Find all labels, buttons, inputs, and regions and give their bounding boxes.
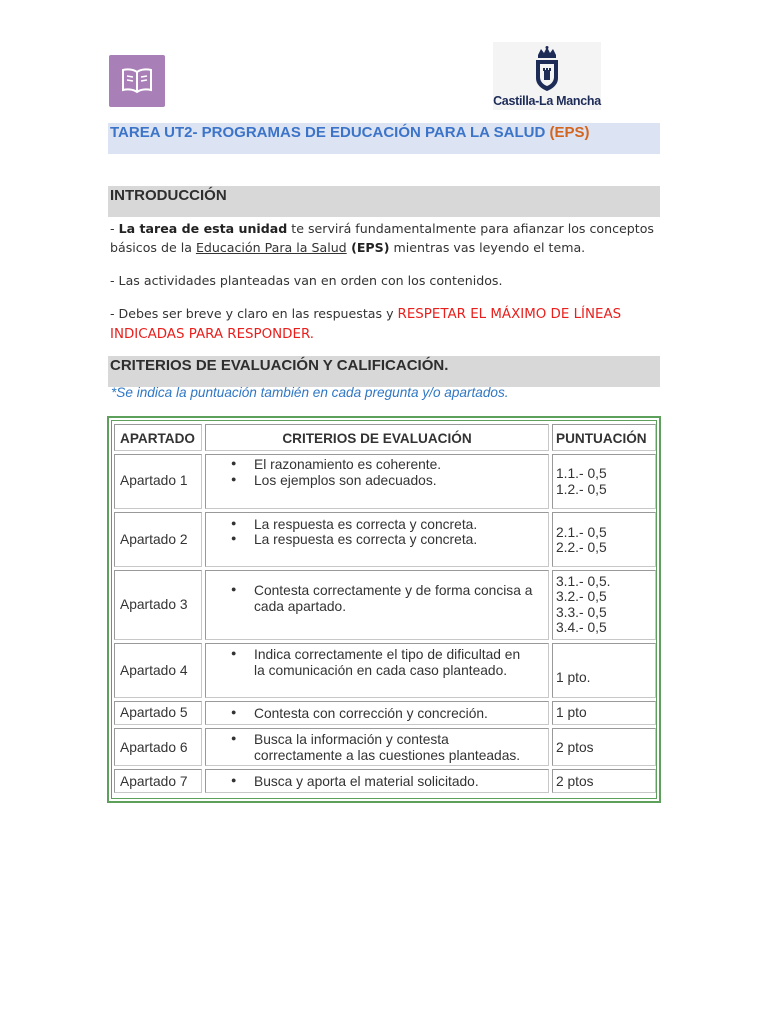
table-row-2-criterio-2: La respuesta es correcta y concreta. bbox=[254, 532, 478, 547]
book-logo bbox=[109, 55, 165, 107]
table-row-3-puntuacion-cell bbox=[552, 570, 656, 640]
table-row-5-apartado: Apartado 5 bbox=[120, 705, 188, 720]
table-row-1-criterio-2: Los ejemplos son adecuados. bbox=[254, 473, 437, 488]
intro-paragraph-1: - La tarea de esta unidad te servirá fundamentalmente para afianzar los conceptos básicos de la Educación Para la Salud (EPS) mientras vas leyendo el tema. bbox=[110, 221, 654, 255]
eps-link-text: Educación Para la Salud bbox=[195, 240, 347, 255]
table-row-4-criterio-2: la comunicación en cada caso planteado. bbox=[254, 663, 508, 678]
table-row-3-puntuacion-3: 3.3.- 0,5 bbox=[556, 605, 607, 620]
document-title: TAREA UT2- PROGRAMAS DE EDUCACIÓN PARA LA SALUD (EPS) bbox=[110, 124, 590, 141]
table-row-1-criterios-cell bbox=[205, 454, 549, 509]
criteria-heading-bar bbox=[108, 356, 660, 387]
table-row-6-puntuacion-cell bbox=[552, 728, 656, 766]
table-row-3-puntuacion-1: 3.1.- 0,5. bbox=[556, 574, 611, 589]
table-row-6-criterio-2: correctamente a las cuestiones planteadas. bbox=[254, 748, 521, 763]
title-eps: (EPS) bbox=[549, 124, 590, 141]
table-row-3-puntuacion-4: 3.4.- 0,5 bbox=[556, 620, 607, 635]
table-row-4-criterios-cell bbox=[205, 643, 549, 698]
table-row-4-apartado: Apartado 4 bbox=[120, 663, 188, 678]
document-title-bar bbox=[108, 123, 660, 154]
criteria-note: *Se indica la puntuación también en cada pregunta y/o apartados. bbox=[111, 385, 509, 400]
table-row-7-apartado-cell bbox=[114, 769, 202, 793]
bullet-icon: ● bbox=[231, 775, 237, 785]
intro-heading: INTRODUCCIÓN bbox=[110, 187, 227, 204]
table-row-1-criterio-1: El razonamiento es coherente. bbox=[254, 457, 442, 472]
table-row-2-puntuacion-cell bbox=[552, 512, 656, 567]
castilla-la-mancha-wordmark: Castilla-La Mancha bbox=[493, 94, 601, 108]
intro-paragraph-2: - Las actividades planteadas van en orden con los contenidos. bbox=[110, 273, 503, 288]
table-row-3-puntuacion-2: 3.2.- 0,5 bbox=[556, 589, 607, 604]
header-apartado: APARTADO bbox=[120, 431, 196, 446]
table-row-6-criterios-cell bbox=[205, 728, 549, 766]
table-row-3-criterios-cell bbox=[205, 570, 549, 640]
crown-shield-icon bbox=[532, 46, 562, 92]
bullet-icon: ● bbox=[231, 533, 237, 543]
bullet-icon: ● bbox=[231, 707, 237, 717]
table-row-4-puntuacion-cell bbox=[552, 643, 656, 698]
table-row-5-puntuacion-1: 1 pto bbox=[556, 705, 587, 720]
table-row-1-puntuacion-cell bbox=[552, 454, 656, 509]
table-row-7-apartado: Apartado 7 bbox=[120, 774, 188, 789]
table-row-6-criterio-1: Busca la información y contesta bbox=[254, 732, 449, 747]
table-row-5-puntuacion-cell bbox=[552, 701, 656, 725]
header-puntuacion: PUNTUACIÓN bbox=[556, 431, 647, 446]
criteria-table-inner bbox=[111, 420, 657, 799]
table-row-2-puntuacion-1: 2.1.- 0,5 bbox=[556, 525, 607, 540]
table-row-1-apartado-cell bbox=[114, 454, 202, 509]
table-row-2-criterios-cell bbox=[205, 512, 549, 567]
table-row-7-puntuacion-cell bbox=[552, 769, 656, 793]
criteria-table bbox=[107, 416, 661, 803]
table-row-3-apartado: Apartado 3 bbox=[120, 597, 188, 612]
header-apartado-cell bbox=[114, 424, 202, 451]
table-row-1-apartado: Apartado 1 bbox=[120, 473, 188, 488]
table-row-2-criterio-1: La respuesta es correcta y concreta. bbox=[254, 517, 478, 532]
table-row-3-criterio-1: Contesta correctamente y de forma concisa a bbox=[254, 583, 533, 598]
table-row-3-apartado-cell bbox=[114, 570, 202, 640]
table-row-4-apartado-cell bbox=[114, 643, 202, 698]
header-puntuacion-cell bbox=[552, 424, 656, 451]
table-row-2-apartado-cell bbox=[114, 512, 202, 567]
table-row-7-criterio-1: Busca y aporta el material solicitado. bbox=[254, 774, 479, 789]
table-row-2-apartado: Apartado 2 bbox=[120, 532, 188, 547]
table-row-7-criterios-cell bbox=[205, 769, 549, 793]
open-book-icon bbox=[120, 67, 154, 95]
table-row-7-puntuacion-1: 2 ptos bbox=[556, 774, 594, 789]
table-row-1-puntuacion-2: 1.2.- 0,5 bbox=[556, 482, 607, 497]
table-row-4-criterio-1: Indica correctamente el tipo de dificultad en bbox=[254, 647, 521, 662]
header-criterios: CRITERIOS DE EVALUACIÓN bbox=[282, 431, 472, 446]
table-row-6-apartado-cell bbox=[114, 728, 202, 766]
table-row-5-apartado-cell bbox=[114, 701, 202, 725]
intro-heading-bar bbox=[108, 186, 660, 217]
castilla-la-mancha-logo bbox=[493, 42, 601, 110]
header-criterios-cell bbox=[205, 424, 549, 451]
bullet-icon: ● bbox=[231, 648, 237, 658]
table-row-6-puntuacion-1: 2 ptos bbox=[556, 740, 594, 755]
bullet-icon: ● bbox=[231, 584, 237, 594]
table-row-6-apartado: Apartado 6 bbox=[120, 740, 188, 755]
table-row-2-puntuacion-2: 2.2.- 0,5 bbox=[556, 540, 607, 555]
bullet-icon: ● bbox=[231, 474, 237, 484]
table-row-3-criterio-2: cada apartado. bbox=[254, 599, 347, 614]
criteria-heading: CRITERIOS DE EVALUACIÓN Y CALIFICACIÓN. bbox=[110, 357, 449, 374]
table-row-5-criterio-1: Contesta con corrección y concreción. bbox=[254, 706, 488, 721]
table-row-1-puntuacion-1: 1.1.- 0,5 bbox=[556, 466, 607, 481]
warning-text: RESPETAR EL MÁXIMO DE LÍNEAS INDICADAS PARA RESPONDER. bbox=[110, 307, 622, 342]
bullet-icon: ● bbox=[231, 733, 237, 743]
intro-paragraph-3: - Debes ser breve y claro en las respuestas y RESPETAR EL MÁXIMO DE LÍNEAS INDICADAS PARA RESPONDER. bbox=[110, 306, 622, 342]
bullet-icon: ● bbox=[231, 458, 237, 468]
bullet-icon: ● bbox=[231, 518, 237, 528]
table-row-5-criterios-cell bbox=[205, 701, 549, 725]
table-row-4-puntuacion-1: 1 pto. bbox=[556, 670, 591, 685]
